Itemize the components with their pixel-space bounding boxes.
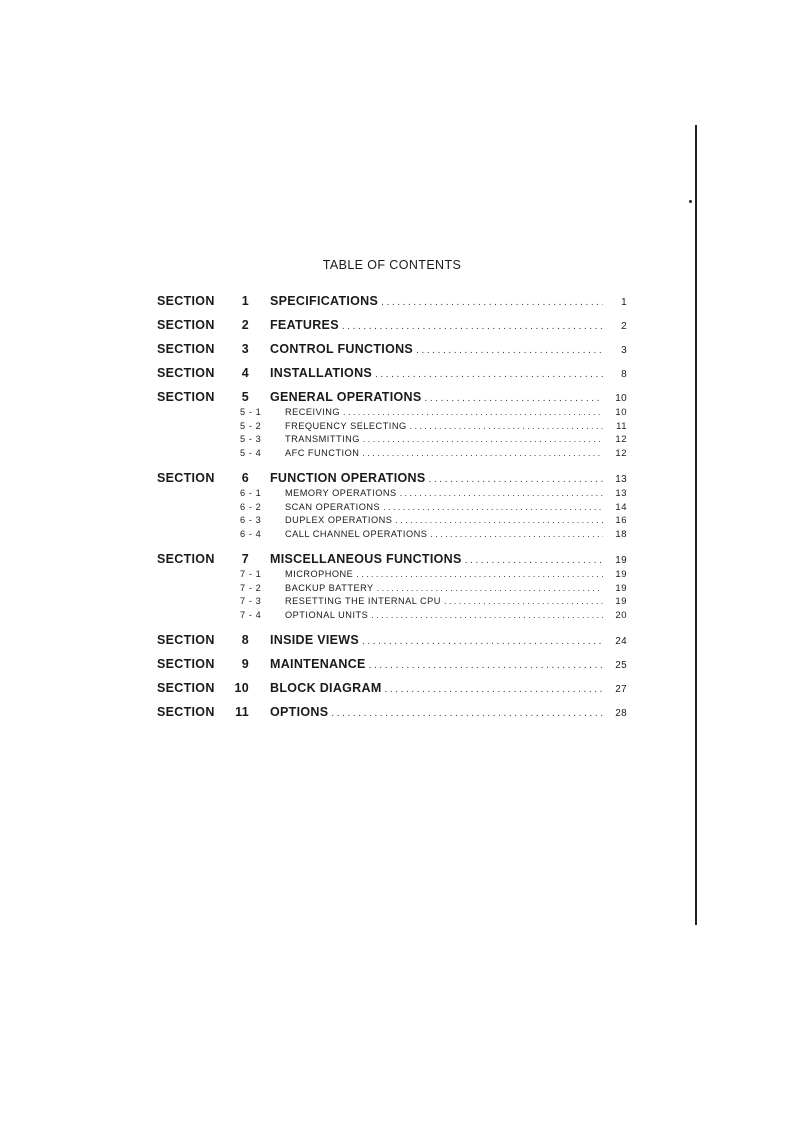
toc-section-row[interactable] <box>157 390 627 406</box>
subsection-number: 5 - 4 <box>240 447 262 458</box>
subsection-page-number: 12 <box>615 434 627 445</box>
subsection-number: 7 - 4 <box>240 609 262 620</box>
subsection-number: 6 - 2 <box>240 501 262 512</box>
subsection-title: RESETTING THE INTERNAL CPU <box>285 596 441 606</box>
subsection-entry <box>285 515 627 526</box>
section-title: INSTALLATIONS <box>270 366 373 380</box>
toc-section-group <box>157 342 627 358</box>
subsection-page-number: 19 <box>615 596 627 607</box>
table-of-contents <box>157 294 627 729</box>
subsection-title: RECEIVING <box>285 407 341 417</box>
binding-dot-mark <box>689 200 692 203</box>
section-number: 6 <box>241 471 249 485</box>
toc-section-row[interactable] <box>157 366 627 382</box>
section-number: 2 <box>241 318 249 332</box>
section-label: SECTION <box>157 366 215 380</box>
subsection-entry <box>285 529 627 540</box>
dot-leader <box>430 529 603 539</box>
section-label: SECTION <box>157 390 215 404</box>
section-page-number: 1 <box>621 297 627 308</box>
dot-leader <box>369 660 603 671</box>
toc-section-group <box>157 366 627 382</box>
section-title: CONTROL FUNCTIONS <box>270 342 414 356</box>
dot-leader <box>424 393 603 404</box>
section-number: 5 <box>241 390 249 404</box>
section-title: SPECIFICATIONS <box>270 294 379 308</box>
toc-section-group <box>157 681 627 697</box>
dot-leader <box>385 684 603 695</box>
section-page-number: 25 <box>615 660 627 671</box>
section-label: SECTION <box>157 633 215 647</box>
toc-subsection-row[interactable] <box>157 596 627 610</box>
subsection-entry <box>285 583 627 594</box>
section-page-number: 28 <box>615 708 627 719</box>
section-page-number: 19 <box>615 555 627 566</box>
section-page-number: 10 <box>615 393 627 404</box>
subsection-title: SCAN OPERATIONS <box>285 501 381 512</box>
toc-section-group <box>157 294 627 310</box>
dot-leader <box>363 434 603 444</box>
toc-section-row[interactable] <box>157 342 627 358</box>
subsection-title: BACKUP BATTERY <box>285 582 374 593</box>
subsection-page-number: 14 <box>615 501 627 513</box>
section-label: SECTION <box>157 471 215 485</box>
dot-leader <box>381 297 603 308</box>
subsection-title: CALL CHANNEL OPERATIONS <box>285 528 428 539</box>
section-label: SECTION <box>157 342 215 356</box>
toc-section-row[interactable] <box>157 318 627 334</box>
dot-leader <box>343 407 603 417</box>
toc-section-row[interactable] <box>157 633 627 649</box>
section-entry <box>270 552 627 566</box>
section-entry <box>270 633 627 647</box>
section-number: 4 <box>241 366 249 380</box>
section-entry <box>270 681 627 695</box>
dot-leader <box>362 636 603 647</box>
toc-section-row[interactable] <box>157 552 627 568</box>
subsection-title: OPTIONAL UNITS <box>285 609 369 620</box>
dot-leader <box>428 474 603 485</box>
toc-section-group <box>157 552 627 623</box>
subsection-title: DUPLEX OPERATIONS <box>285 515 393 525</box>
dot-leader <box>383 502 603 512</box>
subsection-page-number: 20 <box>615 609 627 621</box>
dot-leader <box>465 555 603 566</box>
subsection-number: 6 - 4 <box>240 528 262 539</box>
section-number: 3 <box>241 342 249 356</box>
subsection-page-number: 10 <box>615 407 627 418</box>
subsection-number: 5 - 1 <box>240 407 262 417</box>
subsection-number: 5 - 2 <box>240 420 262 431</box>
section-title: MISCELLANEOUS FUNCTIONS <box>270 552 462 566</box>
section-entry <box>270 318 627 332</box>
dot-leader <box>377 583 603 593</box>
section-entry <box>270 342 627 356</box>
section-entry <box>270 657 627 671</box>
subsection-page-number: 19 <box>615 582 627 594</box>
subsection-number: 6 - 1 <box>240 488 262 498</box>
section-number: 10 <box>234 681 249 695</box>
subsection-entry <box>285 502 627 513</box>
toc-section-row[interactable] <box>157 294 627 310</box>
toc-subsection-row[interactable] <box>157 502 627 516</box>
section-entry <box>270 366 627 380</box>
section-title: MAINTENANCE <box>270 657 366 671</box>
section-entry <box>270 294 627 308</box>
subsection-entry <box>285 610 627 621</box>
dot-leader <box>371 610 603 620</box>
page-title: TABLE OF CONTENTS <box>322 258 462 272</box>
binding-edge-line <box>695 125 697 925</box>
toc-subsection-row[interactable] <box>157 434 627 448</box>
subsection-page-number: 13 <box>615 488 627 499</box>
dot-leader <box>331 708 603 719</box>
section-label: SECTION <box>157 294 215 308</box>
toc-section-group <box>157 633 627 649</box>
section-title: BLOCK DIAGRAM <box>270 681 382 695</box>
dot-leader <box>362 448 603 458</box>
section-label: SECTION <box>157 552 215 566</box>
toc-section-row[interactable] <box>157 705 627 721</box>
subsection-number: 5 - 3 <box>240 434 262 444</box>
section-page-number: 2 <box>621 321 627 332</box>
section-label: SECTION <box>157 681 215 695</box>
subsection-number: 6 - 3 <box>240 515 262 525</box>
section-title: OPTIONS <box>270 705 329 719</box>
subsection-title: FREQUENCY SELECTING <box>285 420 407 431</box>
subsection-entry <box>285 448 627 459</box>
section-number: 7 <box>241 552 249 566</box>
subsection-number: 7 - 2 <box>240 582 262 593</box>
subsection-title: TRANSMITTING <box>285 434 360 444</box>
subsection-page-number: 19 <box>615 569 627 580</box>
dot-leader <box>400 488 603 498</box>
section-title: FUNCTION OPERATIONS <box>270 471 426 485</box>
subsection-entry <box>285 569 627 580</box>
toc-subsection-row[interactable] <box>157 515 627 529</box>
section-entry <box>270 705 627 719</box>
toc-section-group <box>157 657 627 673</box>
toc-section-group <box>157 318 627 334</box>
subsection-page-number: 11 <box>616 420 627 432</box>
subsection-number: 7 - 3 <box>240 596 262 606</box>
toc-section-group <box>157 390 627 461</box>
section-number: 9 <box>241 657 249 671</box>
section-label: SECTION <box>157 705 215 719</box>
toc-subsection-row[interactable] <box>157 407 627 421</box>
section-page-number: 27 <box>615 684 627 695</box>
section-label: SECTION <box>157 657 215 671</box>
dot-leader <box>444 596 603 606</box>
dot-leader <box>375 369 603 380</box>
section-number: 8 <box>241 633 249 647</box>
toc-subsection-row[interactable] <box>157 583 627 597</box>
toc-section-group <box>157 705 627 721</box>
section-title: FEATURES <box>270 318 339 332</box>
section-number: 11 <box>235 705 249 719</box>
subsection-title: AFC FUNCTION <box>285 447 360 458</box>
toc-subsection-row[interactable] <box>157 448 627 462</box>
toc-subsection-row[interactable] <box>157 529 627 543</box>
section-number: 1 <box>241 294 249 308</box>
subsection-number: 7 - 1 <box>240 569 262 579</box>
dot-leader <box>342 321 603 332</box>
section-page-number: 13 <box>615 474 627 485</box>
dot-leader <box>416 345 603 356</box>
subsection-page-number: 16 <box>615 515 627 526</box>
subsection-entry <box>285 488 627 499</box>
section-label: SECTION <box>157 318 215 332</box>
subsection-entry <box>285 434 627 445</box>
dot-leader <box>395 515 603 525</box>
toc-subsection-row[interactable] <box>157 421 627 435</box>
section-page-number: 3 <box>621 345 627 356</box>
section-entry <box>270 390 627 404</box>
section-page-number: 8 <box>621 369 627 380</box>
toc-subsection-row[interactable] <box>157 610 627 624</box>
toc-subsection-row[interactable] <box>157 488 627 502</box>
dot-leader <box>356 569 603 579</box>
subsection-entry <box>285 596 627 607</box>
toc-subsection-row[interactable] <box>157 569 627 583</box>
subsection-title: MICROPHONE <box>285 569 354 579</box>
subsection-page-number: 12 <box>615 447 627 459</box>
section-entry <box>270 471 627 485</box>
subsection-entry <box>285 421 627 432</box>
subsection-entry <box>285 407 627 418</box>
toc-section-row[interactable] <box>157 657 627 673</box>
section-title: GENERAL OPERATIONS <box>270 390 422 404</box>
subsection-page-number: 18 <box>615 528 627 540</box>
toc-section-row[interactable] <box>157 471 627 487</box>
toc-section-row[interactable] <box>157 681 627 697</box>
section-title: INSIDE VIEWS <box>270 633 360 647</box>
toc-section-group <box>157 471 627 542</box>
dot-leader <box>410 421 603 431</box>
subsection-title: MEMORY OPERATIONS <box>285 488 397 498</box>
section-page-number: 24 <box>615 636 627 647</box>
